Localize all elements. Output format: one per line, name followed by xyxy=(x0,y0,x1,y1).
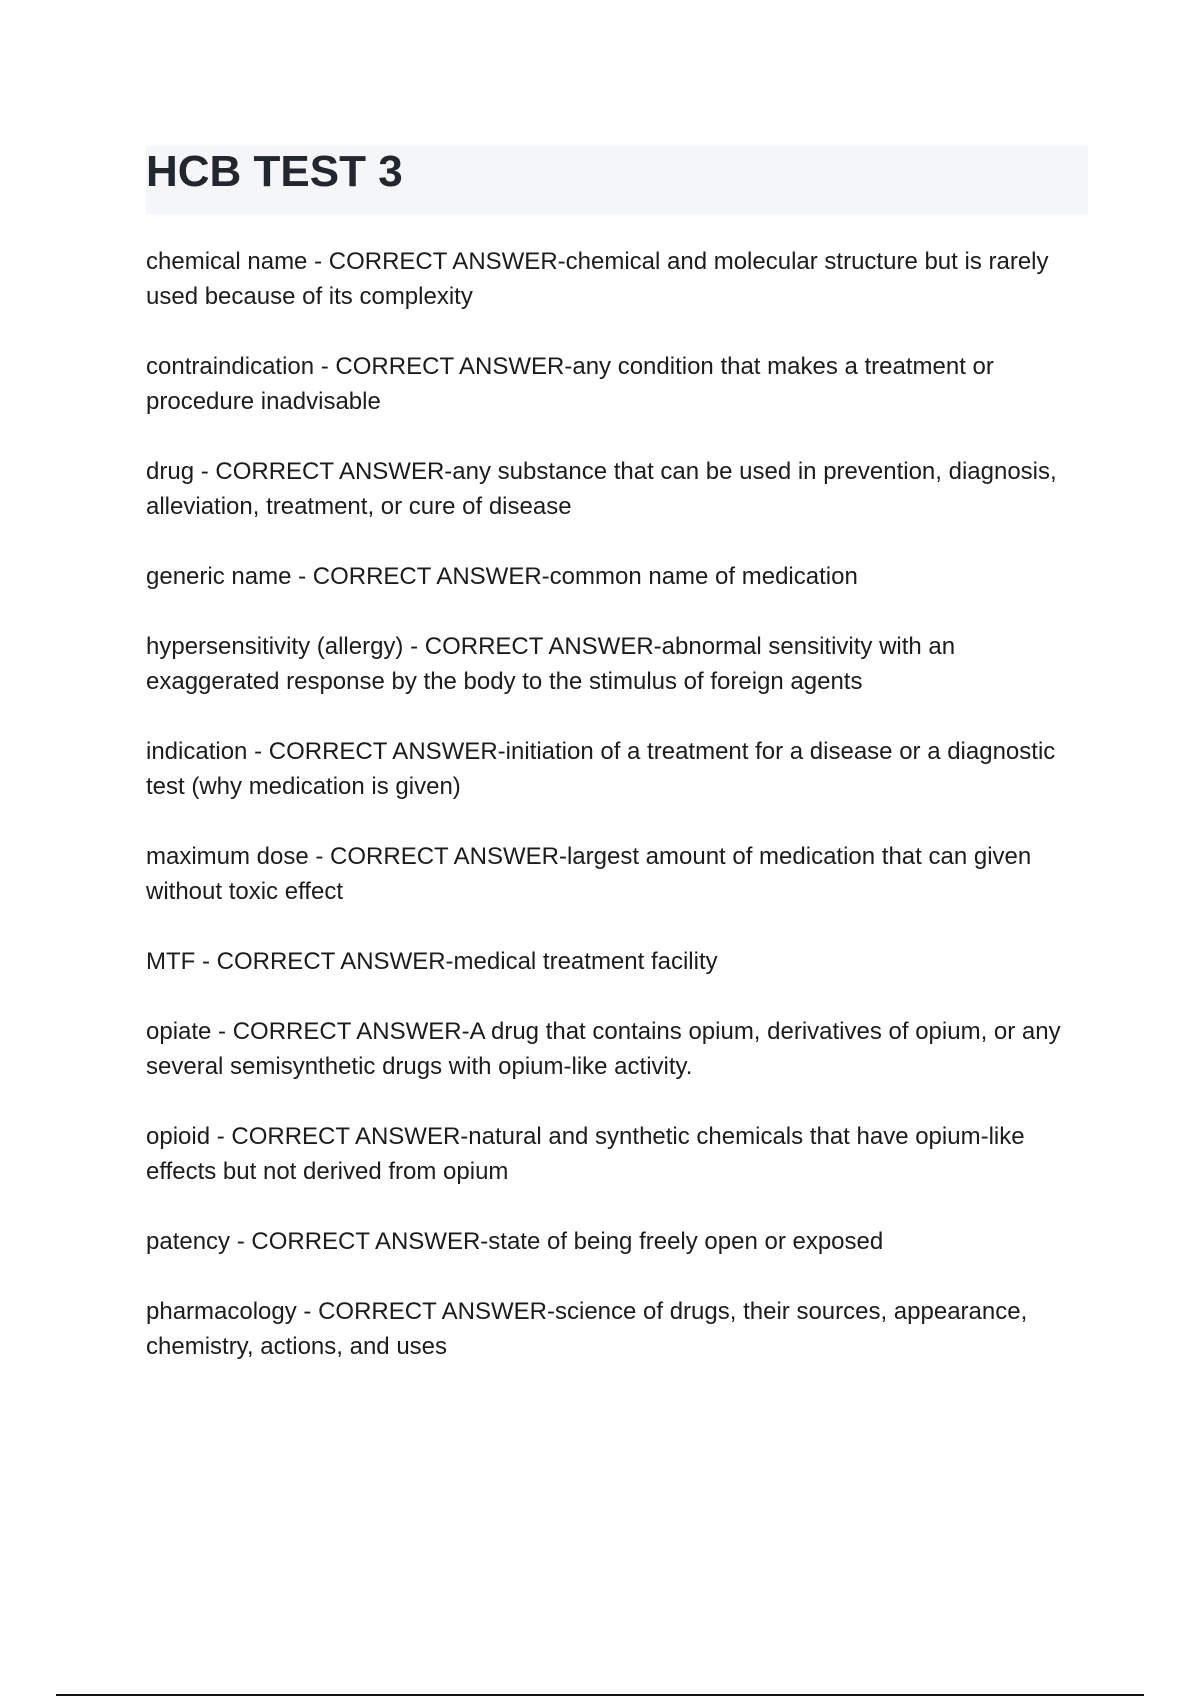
entry-list xyxy=(146,244,1088,1399)
list-item-opioid: opioid - CORRECT ANSWER-natural and synthetic chemicals that have opium-like effects but not derived from opium xyxy=(146,1123,1025,1185)
list-item-patency: patency - CORRECT ANSWER-state of being freely open or exposed xyxy=(146,1228,884,1255)
page-bottom-divider xyxy=(56,1694,1144,1696)
list-item-pharmacology: pharmacology - CORRECT ANSWER-science of drugs, their sources, appearance, chemistry, actions, and uses xyxy=(146,1298,1028,1360)
list-item-generic-name: generic name - CORRECT ANSWER-common name of medication xyxy=(146,563,858,590)
title-band xyxy=(146,146,1088,214)
list-item-maximum-dose: maximum dose - CORRECT ANSWER-largest amount of medication that can given without toxic effect xyxy=(146,843,1032,905)
list-item-indication: indication - CORRECT ANSWER-initiation of a treatment for a disease or a diagnostic test (why medication is given) xyxy=(146,738,1056,800)
list-item-opiate: opiate - CORRECT ANSWER-A drug that contains opium, derivatives of opium, or any several semisynthetic drugs with opium-like activity. xyxy=(146,1018,1061,1080)
list-item-drug: drug - CORRECT ANSWER-any substance that can be used in prevention, diagnosis, alleviation, treatment, or cure of disease xyxy=(146,458,1057,520)
list-item-chemical-name: chemical name - CORRECT ANSWER-chemical and molecular structure but is rarely used because of its complexity xyxy=(146,248,1049,310)
list-item-hypersensitivity: hypersensitivity (allergy) - CORRECT ANSWER-abnormal sensitivity with an exaggerated response by the body to the stimulus of foreign agents xyxy=(146,633,956,695)
list-item-contraindication: contraindication - CORRECT ANSWER-any condition that makes a treatment or procedure inadvisable xyxy=(146,353,994,415)
list-item-mtf: MTF - CORRECT ANSWER-medical treatment facility xyxy=(146,948,718,975)
page-title: HCB TEST 3 xyxy=(146,147,403,196)
